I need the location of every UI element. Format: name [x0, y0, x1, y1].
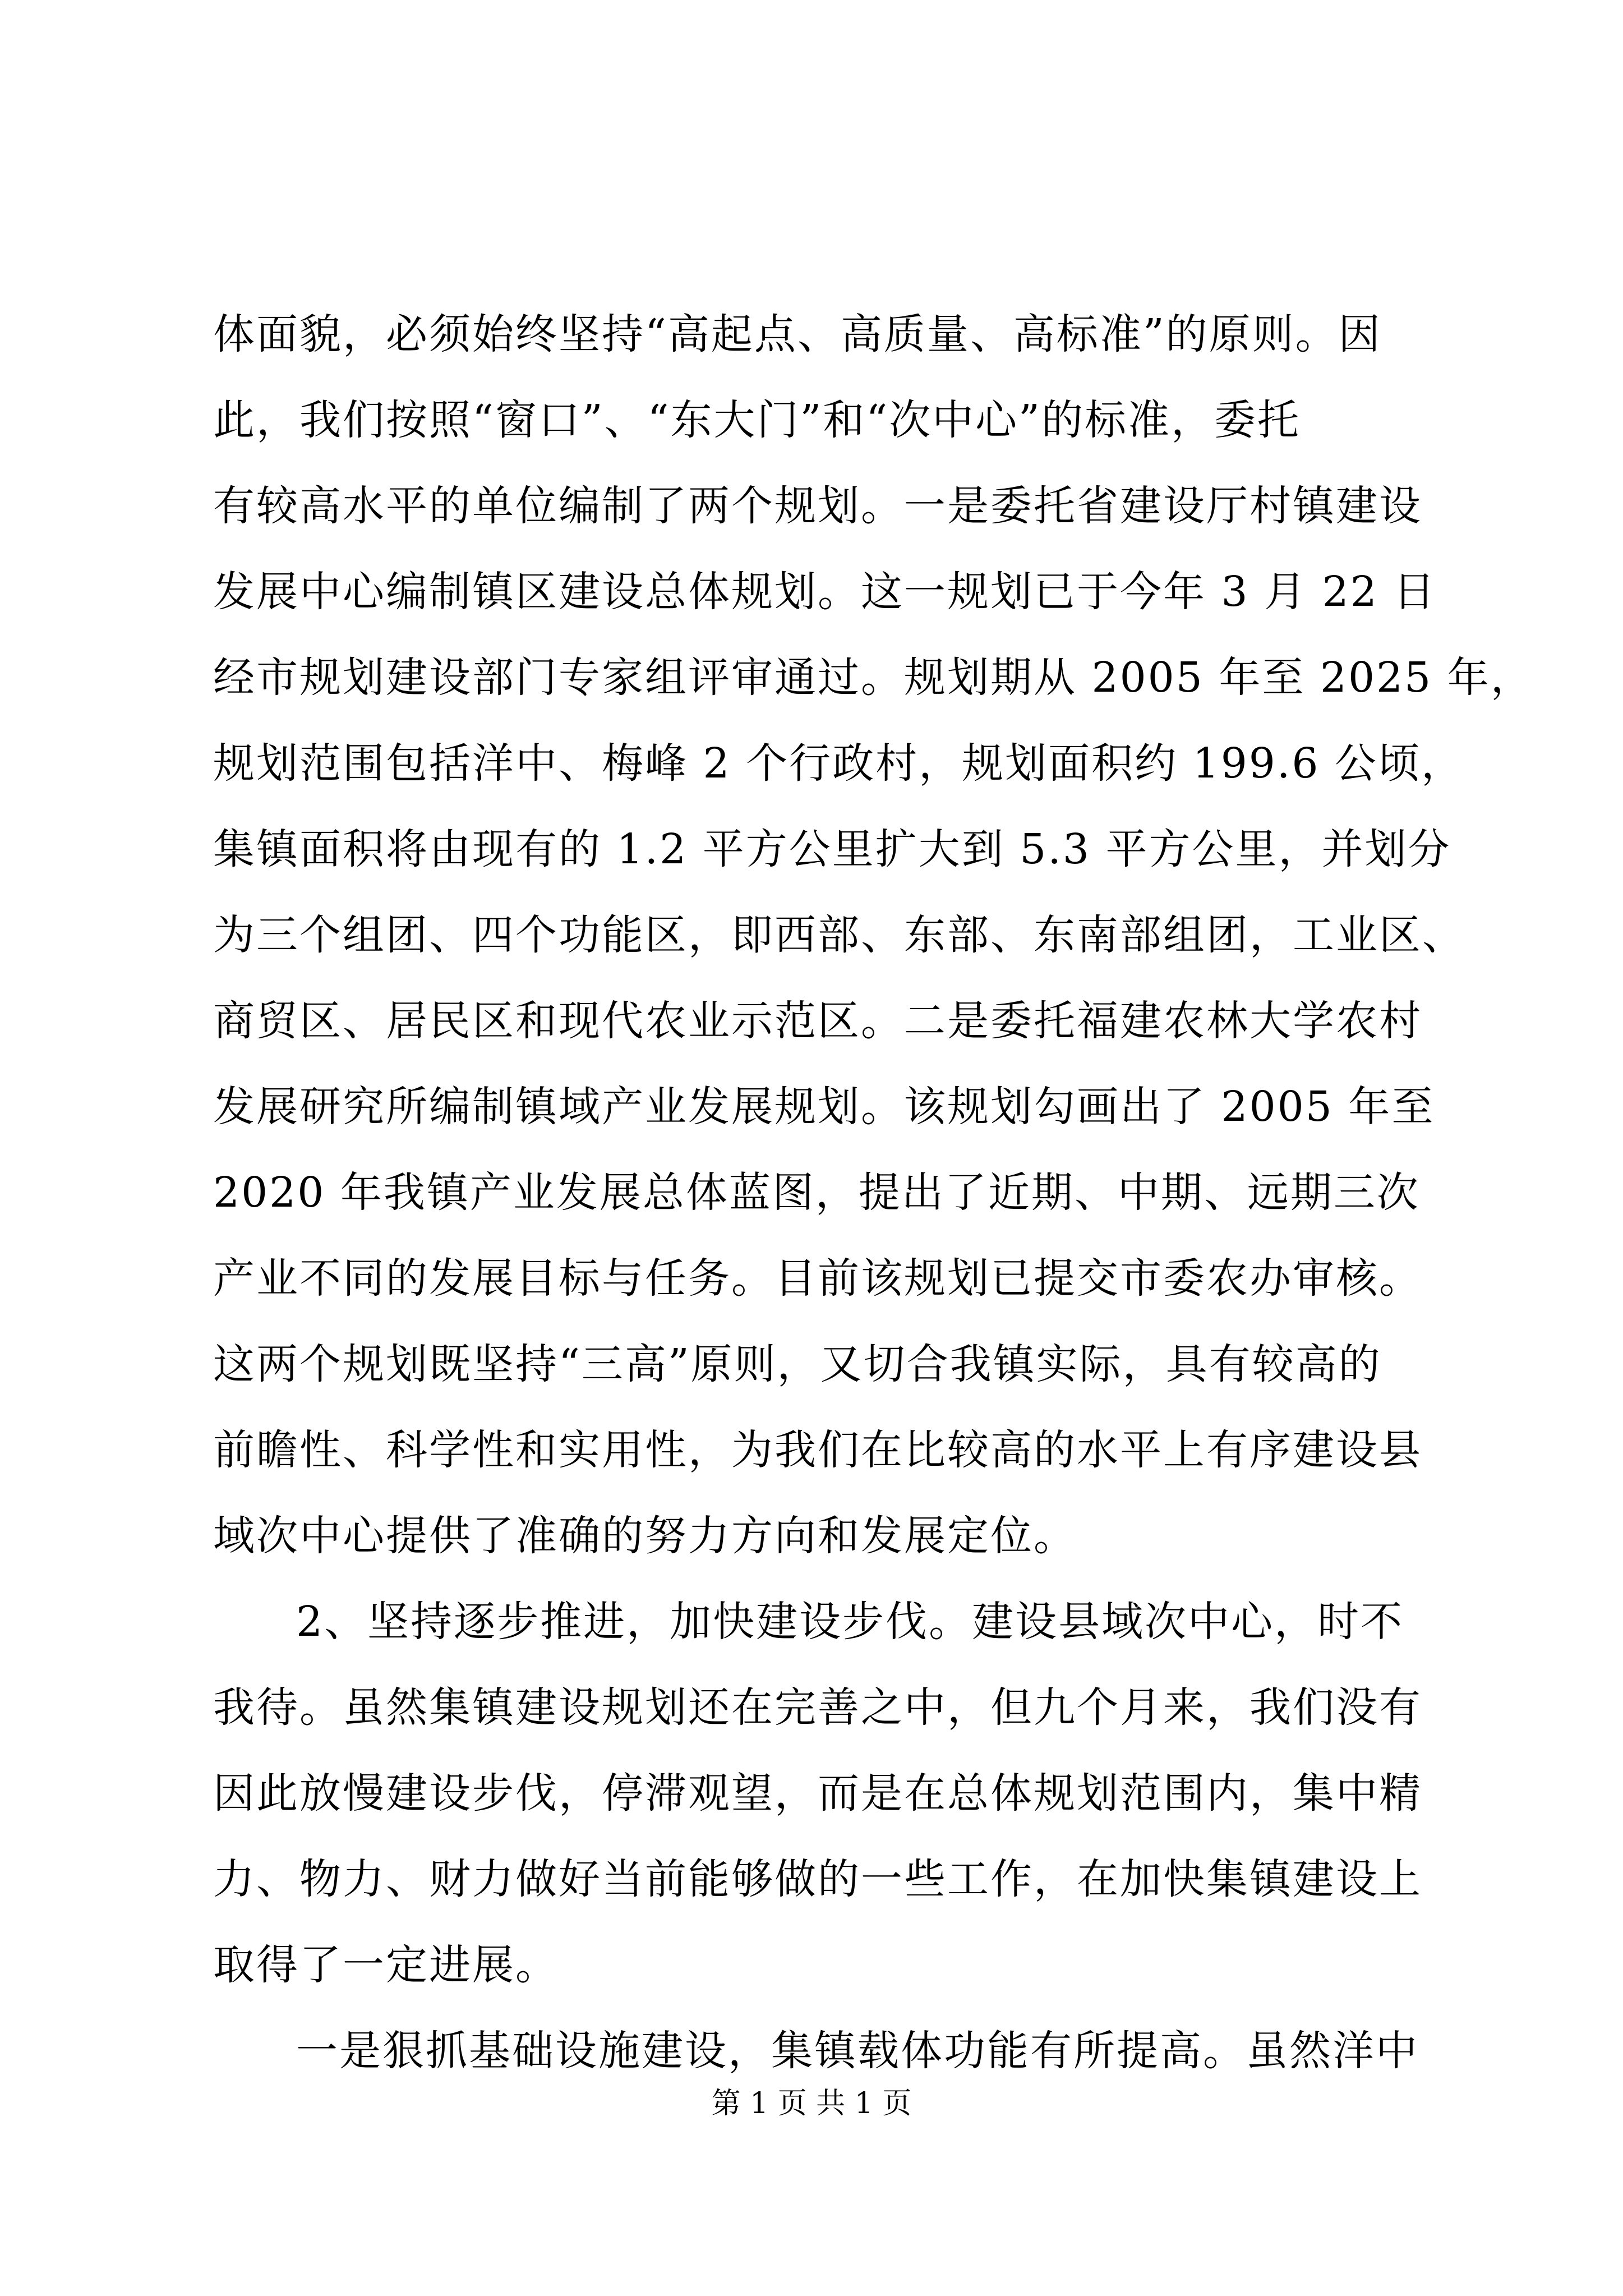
- text-line: 前瞻性、科学性和实用性，为我们在比较高的水平上有序建设县: [213, 1426, 1422, 1474]
- text-line: 2020 年我镇产业发展总体蓝图，提出了近期、中期、远期三次: [213, 1168, 1420, 1217]
- text-line: 我待。虽然集镇建设规划还在完善之中，但九个月来，我们没有: [213, 1683, 1422, 1732]
- text-line: 此，我们按照“窗口”、“东大门”和“次中心”的标准，委托: [213, 396, 1301, 444]
- text-line: 一是狠抓基础设施建设，集镇载体功能有所提高。虽然洋中: [296, 2027, 1419, 2075]
- page-footer: 第 1 页 共 1 页: [711, 2087, 912, 2120]
- text-line: 取得了一定进展。: [213, 1941, 559, 1989]
- text-line: 商贸区、居民区和现代农业示范区。二是委托福建农林大学农村: [213, 997, 1422, 1045]
- text-line: 域次中心提供了准确的努力方向和发展定位。: [213, 1512, 1077, 1560]
- text-line: 2、坚持逐步推进，加快建设步伐。建设县域次中心，时不: [296, 1598, 1404, 1646]
- text-line: 为三个组团、四个功能区，即西部、东部、东南部组团，工业区、: [213, 911, 1465, 959]
- text-line: 因此放慢建设步伐，停滞观望，而是在总体规划范围内，集中精: [213, 1769, 1422, 1818]
- text-line: 有较高水平的单位编制了两个规划。一是委托省建设厅村镇建设: [213, 482, 1422, 530]
- body-text: [213, 292, 1534, 2094]
- text-line: 体面貌，必须始终坚持“高起点、高质量、高标准”的原则。因: [213, 310, 1382, 358]
- text-line: 集镇面积将由现有的 1.2 平方公里扩大到 5.3 平方公里，并划分: [213, 825, 1451, 873]
- text-line: 这两个规划既坚持“三高”原则，又切合我镇实际，具有较高的: [213, 1340, 1382, 1388]
- text-line: 发展研究所编制镇域产业发展规划。该规划勾画出了 2005 年至: [213, 1083, 1435, 1131]
- text-line: 产业不同的发展目标与任务。目前该规划已提交市委农办审核。: [213, 1254, 1422, 1303]
- text-line: 规划范围包括洋中、梅峰 2 个行政村，规划面积约 199.6 公顷，: [213, 739, 1465, 788]
- text-line: 力、物力、财力做好当前能够做的一些工作，在加快集镇建设上: [213, 1855, 1422, 1903]
- text-line: 经市规划建设部门专家组评审通过。规划期从 2005 年至 2025 年，: [213, 654, 1534, 702]
- text-line: 发展中心编制镇区建设总体规划。这一规划已于今年 3 月 22 日: [213, 568, 1437, 616]
